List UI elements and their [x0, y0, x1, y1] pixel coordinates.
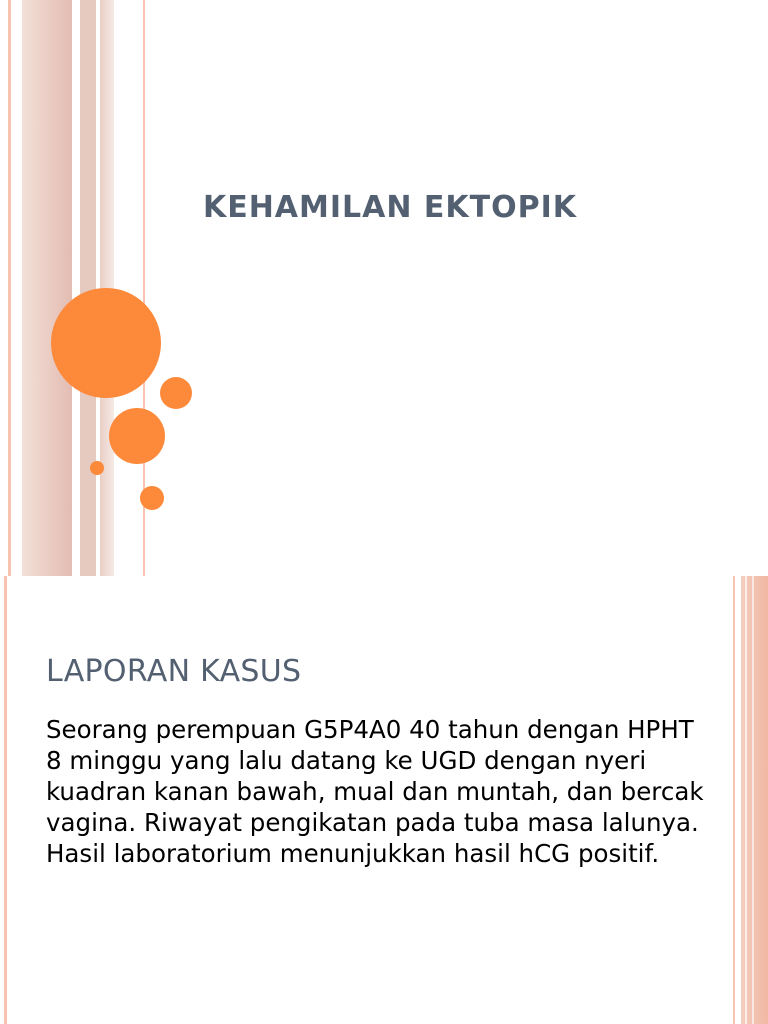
decor-circle [109, 408, 165, 464]
decor-stripe [8, 0, 11, 576]
decor-stripe [80, 0, 96, 576]
slide-content [0, 576, 768, 1024]
decor-circle [90, 461, 104, 475]
decor-circle-large [51, 288, 161, 398]
decor-stripe [745, 576, 747, 1024]
decor-stripe [72, 0, 80, 576]
decor-stripe [733, 576, 735, 1024]
slide-heading: LAPORAN KASUS [46, 654, 302, 689]
slide-title-text: KEHAMILAN EKTOPIK [202, 190, 578, 225]
decor-stripe [4, 576, 7, 1024]
case-report-text: Seorang perempuan G5P4A0 40 tahun dengan HPHT 8 minggu yang lalu datang ke UGD dengan nyeri kuadran kanan bawah, mual dan muntah, dan bercak vagina. Riwayat pengikatan pada tuba masa lalunya. Hasil laboratorium menunjukkan hasil hCG positif. [46, 715, 704, 868]
decor-circle [140, 486, 164, 510]
decor-stripe [752, 576, 754, 1024]
decor-circle [160, 377, 192, 409]
decor-stripe [22, 0, 72, 576]
